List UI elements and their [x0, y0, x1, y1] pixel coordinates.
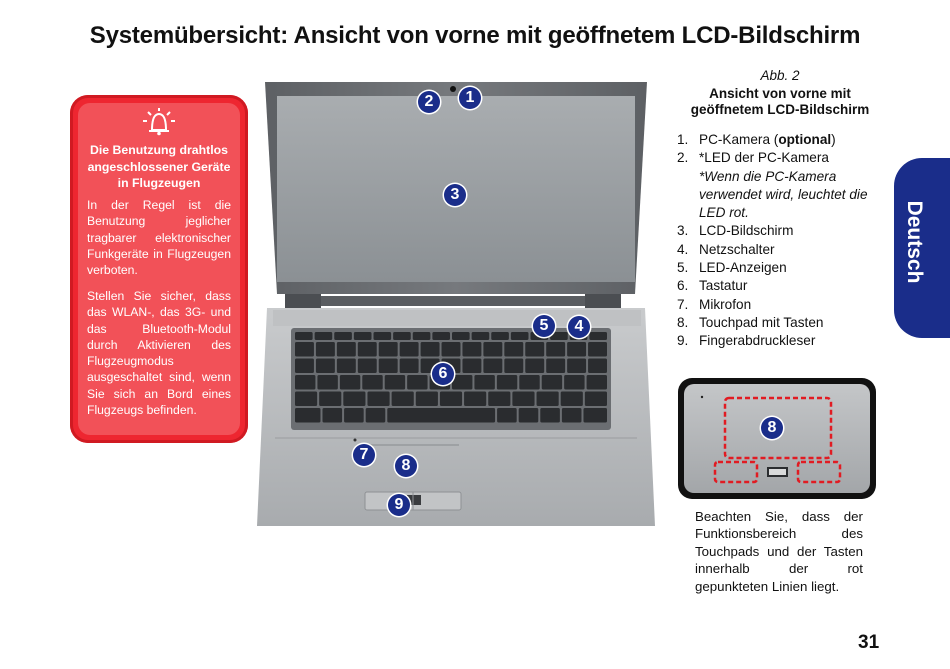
- page-number: 31: [858, 632, 880, 653]
- key: [354, 332, 372, 340]
- key: [432, 332, 450, 340]
- list-text: PC-Kamera (optional): [699, 132, 836, 147]
- key: [379, 342, 398, 357]
- key: [334, 332, 352, 340]
- language-tab-label: Deutsch: [903, 200, 926, 284]
- key: [295, 342, 314, 357]
- key: [343, 392, 365, 407]
- key: [497, 408, 517, 423]
- key: [585, 392, 607, 407]
- key: [358, 342, 377, 357]
- key: [589, 332, 607, 340]
- key: [472, 332, 490, 340]
- key: [337, 359, 356, 374]
- key: [295, 392, 317, 407]
- marker-7: 7: [353, 444, 375, 466]
- touchpad-detail-image: [678, 378, 876, 499]
- key: [462, 359, 481, 374]
- key: [519, 375, 539, 390]
- figure-label: Abb. 2: [760, 68, 800, 83]
- key: [567, 342, 586, 357]
- key: [392, 392, 414, 407]
- key: [464, 392, 486, 407]
- key: [295, 408, 320, 423]
- key: [561, 392, 583, 407]
- key: [440, 392, 462, 407]
- warning-paragraph: In der Regel ist die Benutzung jeglicher tragbarer elektronischer Funkgeräte in Flugzeugen verboten.: [87, 198, 231, 278]
- key: [583, 408, 607, 423]
- touchpad-top-edge: [363, 444, 459, 446]
- marker-3: 3: [444, 184, 466, 206]
- list-text: Netzschalter: [699, 241, 775, 257]
- key: [567, 359, 586, 374]
- key: [550, 332, 568, 340]
- key: [497, 375, 517, 390]
- key: [340, 375, 360, 390]
- key: [416, 392, 438, 407]
- key: [462, 342, 481, 357]
- key: [511, 332, 529, 340]
- page-title: Systemübersicht: Ansicht von vorne mit geöffnetem LCD-Bildschirm: [89, 22, 861, 49]
- list-text: LCD-Bildschirm: [699, 223, 794, 239]
- spacebar: [387, 408, 495, 423]
- webcam-icon: [450, 86, 456, 92]
- list-number: 9.: [677, 333, 689, 349]
- airplane-warning-icon: [140, 106, 178, 136]
- microphone: [354, 439, 357, 442]
- key: [400, 342, 419, 357]
- warning-heading: Die Benutzung drahtlos angeschlossener Geräte in Flugzeugen: [87, 143, 231, 190]
- key: [358, 359, 377, 374]
- key: [295, 359, 314, 374]
- key: [525, 342, 544, 357]
- key: [488, 392, 510, 407]
- key: [367, 392, 389, 407]
- key: [452, 375, 472, 390]
- list-item: [677, 222, 887, 240]
- key: [491, 332, 509, 340]
- list-number: 3.: [677, 223, 689, 239]
- marker-9: 9: [388, 494, 410, 516]
- list-text: *LED der PC-Kamera: [699, 150, 829, 166]
- key: [562, 408, 582, 423]
- key: [546, 359, 565, 374]
- key: [315, 332, 333, 340]
- list-number: 6.: [677, 278, 689, 294]
- list-item: [677, 296, 887, 314]
- marker-5: 5: [533, 315, 555, 337]
- key: [588, 342, 607, 357]
- key: [366, 408, 386, 423]
- key: [407, 375, 427, 390]
- marker-1: 1: [459, 87, 481, 109]
- list-text: Touchpad mit Tasten: [699, 314, 824, 330]
- key: [316, 359, 335, 374]
- list-item: [677, 277, 887, 295]
- list-text: LED-Anzeigen: [699, 260, 787, 276]
- key: [546, 342, 565, 357]
- key: [483, 342, 502, 357]
- list-item: [677, 259, 887, 277]
- list-number: 8.: [677, 314, 689, 330]
- marker-6: 6: [432, 363, 454, 385]
- key: [374, 332, 392, 340]
- list-number: 4.: [677, 241, 689, 257]
- key: [337, 342, 356, 357]
- list-text: Tastatur: [699, 278, 748, 294]
- key: [564, 375, 584, 390]
- list-text: Mikrofon: [699, 296, 752, 312]
- marker-4: 4: [568, 316, 590, 338]
- touchpad-note: Beachten Sie, dass der Funktionsbereich des Touchpads und der Tasten innerhalb der rot gepunkteten Linien liegt.: [695, 509, 863, 594]
- list-text: Fingerabdruckleser: [699, 333, 816, 349]
- marker-8: 8: [395, 455, 417, 477]
- figure-caption: Ansicht von vorne mit geöffnetem LCD-Bildschirm: [690, 86, 870, 117]
- key: [317, 375, 337, 390]
- list-item: [677, 314, 887, 332]
- key: [519, 408, 539, 423]
- key: [452, 332, 470, 340]
- key: [400, 359, 419, 374]
- key: [537, 392, 559, 407]
- list-number: 7.: [677, 296, 689, 312]
- laptop-illustration: [255, 78, 657, 526]
- list-item: [677, 332, 887, 350]
- key: [413, 332, 431, 340]
- key: [483, 359, 502, 374]
- key: [512, 392, 534, 407]
- component-list: [677, 131, 887, 351]
- list-item: [677, 149, 887, 167]
- key: [393, 332, 411, 340]
- key: [525, 359, 544, 374]
- key: [344, 408, 364, 423]
- key: [316, 342, 335, 357]
- list-number: 2.: [677, 150, 689, 166]
- warning-paragraph: Stellen Sie sicher, dass das WLAN-, das 3G- und das Bluetooth-Modul durch Aktivieren des Flugzeugmodus ausgeschaltet sind, wenn Sie sich an Bord eines Flugzeugs befinden.: [87, 289, 231, 418]
- key: [295, 332, 313, 340]
- key: [540, 408, 560, 423]
- marker-8-detail: 8: [761, 417, 783, 439]
- key: [421, 342, 440, 357]
- key: [322, 408, 342, 423]
- key: [588, 359, 607, 374]
- key: [504, 359, 523, 374]
- list-item: [677, 241, 887, 259]
- list-item: [677, 131, 887, 149]
- list-note: *Wenn die PC-Kamera verwendet wird, leuchtet die LED rot.: [699, 168, 868, 221]
- list-number: 5.: [677, 260, 689, 276]
- key: [504, 342, 523, 357]
- key: [295, 375, 315, 390]
- key: [587, 375, 607, 390]
- marker-2: 2: [418, 91, 440, 113]
- key: [542, 375, 562, 390]
- list-number: 1.: [677, 132, 689, 147]
- key: [474, 375, 494, 390]
- key: [319, 392, 341, 407]
- key: [385, 375, 405, 390]
- key: [362, 375, 382, 390]
- key: [379, 359, 398, 374]
- key: [442, 342, 461, 357]
